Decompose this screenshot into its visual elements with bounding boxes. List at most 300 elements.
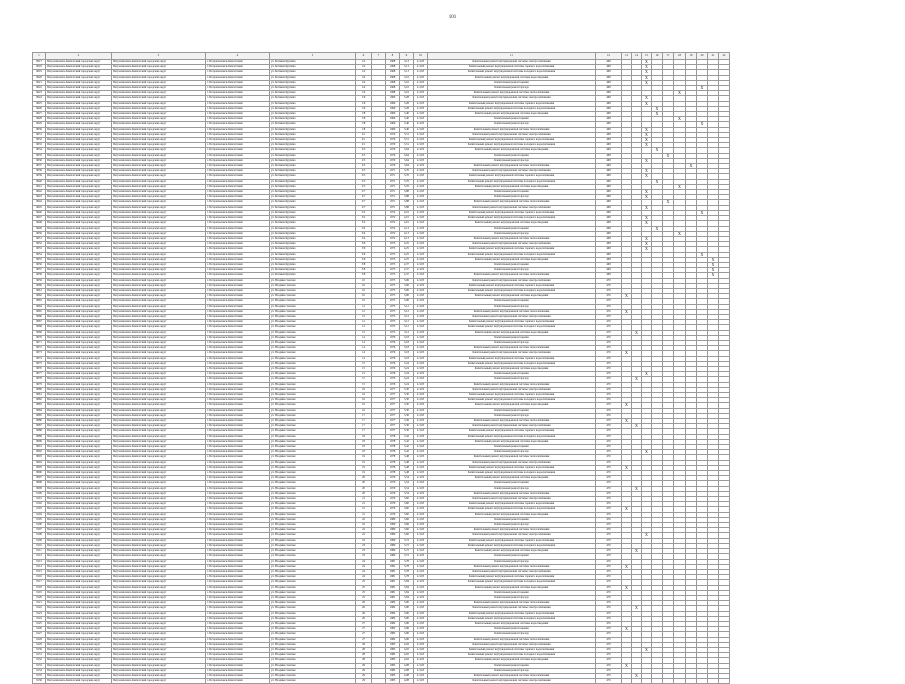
- row-work-type: Капитальный ремонт крыши: [428, 517, 596, 522]
- row-street: ул. Владивостокская: [270, 580, 356, 585]
- row-id: 9071: [33, 340, 46, 345]
- row-year: 1982: [386, 632, 400, 637]
- row-ref: 468: [596, 169, 622, 174]
- row-capacity: 2-3,05: [414, 606, 428, 611]
- row-id: 9067: [33, 320, 46, 325]
- row-street: ул. Владивостокская: [270, 647, 356, 652]
- row-area: 3,54: [400, 476, 414, 481]
- row-district: Петропавловск-Камчатский городской округ: [46, 148, 112, 153]
- row-house: 21: [356, 507, 372, 512]
- row-house: 16: [356, 398, 372, 403]
- row-house: 12: [356, 314, 372, 319]
- row-street: ул. Владивостокская: [270, 288, 356, 293]
- row-id: 9022: [33, 86, 46, 91]
- row-year: 1982: [386, 637, 400, 642]
- row-house: 27: [356, 637, 372, 642]
- row-street: ул. Владивостокская: [270, 569, 356, 574]
- row-year-mark-col-13: X: [622, 419, 632, 424]
- row-work-type: Капитальный ремонт внутридомовой системы водоотведения: [428, 184, 596, 189]
- row-id: 9037: [33, 164, 46, 169]
- row-locality: г. Петропавловск-Камчатский: [206, 663, 270, 668]
- row-locality: г. Петропавловск-Камчатский: [206, 455, 270, 460]
- row-year: 1973: [386, 273, 400, 278]
- row-house: 12: [356, 309, 372, 314]
- row-id: 9068: [33, 325, 46, 330]
- row-ref: 470: [596, 627, 622, 632]
- row-area: 3,16: [400, 86, 414, 91]
- row-ref: 470: [596, 403, 622, 408]
- row-district: Петропавловск-Камчатский городской округ: [46, 533, 112, 538]
- row-capacity: 2-3,05: [414, 455, 428, 460]
- row-work-type: Капитальный ремонт внутридомовой системы холодного водоснабжения: [428, 471, 596, 476]
- row-district: Петропавловск-Камчатский городской округ: [46, 554, 112, 559]
- row-street: ул. Ботвина Курчина: [270, 86, 356, 91]
- row-capacity: 2-3,05: [414, 288, 428, 293]
- row-municipality: Петропавловск-Камчатский городской округ: [112, 96, 206, 101]
- row-municipality: Петропавловск-Камчатский городской округ: [112, 309, 206, 314]
- row-year: 1975: [386, 294, 400, 299]
- row-locality: г. Петропавловск-Камчатский: [206, 601, 270, 606]
- row-area: 3,28: [400, 96, 414, 101]
- row-locality: г. Петропавловск-Камчатский: [206, 127, 270, 132]
- row-capacity: 2-3,05: [414, 112, 428, 117]
- row-house: 16: [356, 387, 372, 392]
- row-year-mark-col-15: X: [642, 533, 652, 538]
- row-municipality: Петропавловск-Камчатский городской округ: [112, 101, 206, 106]
- row-district: Петропавловск-Камчатский городской округ: [46, 112, 112, 117]
- row-id: 9112: [33, 554, 46, 559]
- row-district: Петропавловск-Камчатский городской округ: [46, 387, 112, 392]
- row-id: 9054: [33, 252, 46, 257]
- row-house: 1/2: [356, 65, 372, 70]
- row-id: 9020: [33, 75, 46, 80]
- row-work-type: Капитальный ремонт фасада: [428, 523, 596, 528]
- row-street: ул. Владивостокская: [270, 450, 356, 455]
- row-district: Петропавловск-Камчатский городской округ: [46, 169, 112, 174]
- row-work-type: Капитальный ремонт внутридомовой системы горячего водоснабжения: [428, 393, 596, 398]
- row-capacity: 2-3,05: [414, 65, 428, 70]
- row-work-type: Капитальный ремонт внутридомовой системы холодного водоснабжения: [428, 616, 596, 621]
- row-area: 3,30: [400, 393, 414, 398]
- row-area: 3,16: [400, 91, 414, 96]
- row-district: Петропавловск-Камчатский городской округ: [46, 621, 112, 626]
- row-municipality: Петропавловск-Камчатский городской округ: [112, 117, 206, 122]
- row-street: ул. Владивостокская: [270, 429, 356, 434]
- row-id: 9051: [33, 236, 46, 241]
- column-header-2: 2: [46, 53, 112, 60]
- row-area: 3,36: [400, 413, 414, 418]
- row-capacity: 2-3,05: [414, 465, 428, 470]
- row-area: 4,08: [400, 673, 414, 678]
- row-capacity: 2-3,05: [414, 424, 428, 429]
- row-street: ул. Ботвина Курчина: [270, 184, 356, 189]
- row-year-mark-col-13: X: [622, 585, 632, 590]
- row-ref: 470: [596, 564, 622, 569]
- row-municipality: Петропавловск-Камчатский городской округ: [112, 585, 206, 590]
- row-year-mark-col-15: X: [642, 132, 652, 137]
- row-id: 9117: [33, 580, 46, 585]
- row-house: 2/1: [356, 143, 372, 148]
- row-locality: г. Петропавловск-Камчатский: [206, 158, 270, 163]
- row-locality: г. Петропавловск-Камчатский: [206, 247, 270, 252]
- row-ref: 468: [596, 221, 622, 226]
- row-locality: г. Петропавловск-Камчатский: [206, 216, 270, 221]
- row-capacity: 2-3,05: [414, 226, 428, 231]
- row-district: Петропавловск-Камчатский городской округ: [46, 538, 112, 543]
- row-year: 1983: [386, 647, 400, 652]
- row-capacity: 2-3,05: [414, 575, 428, 580]
- row-municipality: Петропавловск-Камчатский городской округ: [112, 450, 206, 455]
- row-capacity: 2-3,05: [414, 476, 428, 481]
- row-work-type: Капитальный ремонт крыши: [428, 408, 596, 413]
- row-ref: 468: [596, 153, 622, 158]
- row-year-mark-col-17: X: [663, 200, 674, 205]
- row-district: Петропавловск-Камчатский городской округ: [46, 236, 112, 241]
- row-work-type: Капитальный ремонт внутридомовой системы теплоснабжения: [428, 164, 596, 169]
- row-district: Петропавловск-Камчатский городской округ: [46, 158, 112, 163]
- row-capacity: 2-3,05: [414, 91, 428, 96]
- row-municipality: Петропавловск-Камчатский городской округ: [112, 595, 206, 600]
- row-id: 9025: [33, 101, 46, 106]
- row-ref: 470: [596, 595, 622, 600]
- row-municipality: Петропавловск-Камчатский городской округ: [112, 158, 206, 163]
- row-locality: г. Петропавловск-Камчатский: [206, 668, 270, 673]
- row-capacity: 2-3,05: [414, 445, 428, 450]
- row-capacity: 2-3,05: [414, 231, 428, 236]
- row-year: 1980: [386, 523, 400, 528]
- row-area: 4,01: [400, 210, 414, 215]
- row-house: 2/1: [356, 132, 372, 137]
- row-district: Петропавловск-Камчатский городской округ: [46, 471, 112, 476]
- row-municipality: Петропавловск-Камчатский городской округ: [112, 377, 206, 382]
- row-work-type: Капитальный ремонт внутридомовой системы водоотведения: [428, 658, 596, 663]
- row-district: Петропавловск-Камчатский городской округ: [46, 184, 112, 189]
- row-district: Петропавловск-Камчатский городской округ: [46, 642, 112, 647]
- row-district: Петропавловск-Камчатский городской округ: [46, 627, 112, 632]
- row-id: 9121: [33, 601, 46, 606]
- row-locality: г. Петропавловск-Камчатский: [206, 434, 270, 439]
- row-street: ул. Ботвина Курчина: [270, 143, 356, 148]
- row-ref: 470: [596, 575, 622, 580]
- row-district: Петропавловск-Камчатский городской округ: [46, 455, 112, 460]
- row-year: 1977: [386, 419, 400, 424]
- row-locality: г. Петропавловск-Камчатский: [206, 283, 270, 288]
- row-house: 3/2: [356, 210, 372, 215]
- row-year-mark-col-21: X: [708, 262, 719, 267]
- row-district: Петропавловск-Камчатский городской округ: [46, 101, 112, 106]
- row-street: ул. Владивостокская: [270, 335, 356, 340]
- row-area: 3,36: [400, 429, 414, 434]
- row-municipality: Петропавловск-Камчатский городской округ: [112, 75, 206, 80]
- row-house: 12: [356, 325, 372, 330]
- row-municipality: Петропавловск-Камчатский городской округ: [112, 455, 206, 460]
- row-municipality: Петропавловск-Камчатский городской округ: [112, 127, 206, 132]
- row-district: Петропавловск-Камчатский городской округ: [46, 356, 112, 361]
- row-area: 3,54: [400, 491, 414, 496]
- column-header-7: 7: [372, 53, 386, 60]
- row-house: 20: [356, 481, 372, 486]
- row-locality: г. Петропавловск-Камчатский: [206, 517, 270, 522]
- row-year-mark-col-15: X: [642, 60, 652, 65]
- row-municipality: Петропавловск-Камчатский городской округ: [112, 658, 206, 663]
- row-locality: г. Петропавловск-Камчатский: [206, 465, 270, 470]
- row-ref: 470: [596, 486, 622, 491]
- row-district: Петропавловск-Камчатский городской округ: [46, 647, 112, 652]
- row-work-type: Капитальный ремонт внутридомовой системы холодного водоснабжения: [428, 653, 596, 658]
- row-year: 1982: [386, 606, 400, 611]
- row-year-mark-col-18: X: [674, 117, 686, 122]
- row-id: 9062: [33, 294, 46, 299]
- row-district: Петропавловск-Камчатский городской округ: [46, 486, 112, 491]
- row-street: ул. Владивостокская: [270, 382, 356, 387]
- row-district: Петропавловск-Камчатский городской округ: [46, 616, 112, 621]
- row-municipality: Петропавловск-Камчатский городской округ: [112, 668, 206, 673]
- row-municipality: Петропавловск-Камчатский городской округ: [112, 91, 206, 96]
- row-ref: 468: [596, 122, 622, 127]
- row-year-mark-col-18: [674, 679, 686, 684]
- row-area: 4,25: [400, 252, 414, 257]
- row-district: Петропавловск-Камчатский городской округ: [46, 481, 112, 486]
- row-district: Петропавловск-Камчатский городской округ: [46, 491, 112, 496]
- row-municipality: Петропавловск-Камчатский городской округ: [112, 486, 206, 491]
- row-work-type: Капитальный ремонт внутридомовой системы водоотведения: [428, 366, 596, 371]
- row-district: Петропавловск-Камчатский городской округ: [46, 320, 112, 325]
- row-work-type: Капитальный ремонт фасада: [428, 268, 596, 273]
- row-house: 19: [356, 471, 372, 476]
- column-header-18: 18: [674, 53, 686, 60]
- row-district: Петропавловск-Камчатский городской округ: [46, 429, 112, 434]
- row-street: ул. Ботвина Курчина: [270, 75, 356, 80]
- row-id: 9041: [33, 184, 46, 189]
- row-id: 9092: [33, 450, 46, 455]
- row-locality: г. Петропавловск-Камчатский: [206, 60, 270, 65]
- row-ref: 468: [596, 112, 622, 117]
- row-locality: г. Петропавловск-Камчатский: [206, 606, 270, 611]
- row-municipality: Петропавловск-Камчатский городской округ: [112, 460, 206, 465]
- row-house: 2/5: [356, 174, 372, 179]
- row-municipality: Петропавловск-Камчатский городской округ: [112, 387, 206, 392]
- row-street: ул. Владивостокская: [270, 356, 356, 361]
- row-district: Петропавловск-Камчатский городской округ: [46, 445, 112, 450]
- row-id: 9075: [33, 361, 46, 366]
- row-house: 3/2: [356, 221, 372, 226]
- row-ref: 470: [596, 309, 622, 314]
- row-year: 1979: [386, 491, 400, 496]
- row-district: Петропавловск-Камчатский городской округ: [46, 653, 112, 658]
- row-locality: г. Петропавловск-Камчатский: [206, 398, 270, 403]
- row-district: Петропавловск-Камчатский городской округ: [46, 252, 112, 257]
- row-street: ул. Владивостокская: [270, 575, 356, 580]
- row-area: 3,24: [400, 361, 414, 366]
- row-district: Петропавловск-Камчатский городской округ: [46, 283, 112, 288]
- row-district: Петропавловск-Камчатский городской округ: [46, 60, 112, 65]
- row-year: 1975: [386, 330, 400, 335]
- row-locality: г. Петропавловск-Камчатский: [206, 543, 270, 548]
- row-area: 3,36: [400, 424, 414, 429]
- row-municipality: Петропавловск-Камчатский городской округ: [112, 653, 206, 658]
- row-work-type: Капитальный ремонт крыши: [428, 554, 596, 559]
- row-street: ул. Владивостокская: [270, 642, 356, 647]
- row-work-type: Капитальный ремонт внутридомовой системы электроснабжения: [428, 278, 596, 283]
- row-street: ул. Владивостокская: [270, 408, 356, 413]
- row-area: 3,78: [400, 569, 414, 574]
- row-year: 1977: [386, 408, 400, 413]
- row-id: 9046: [33, 210, 46, 215]
- row-house: 15: [356, 366, 372, 371]
- row-locality: г. Петропавловск-Камчатский: [206, 304, 270, 309]
- row-work-type: Капитальный ремонт внутридомовой системы горячего водоснабжения: [428, 575, 596, 580]
- row-locality: г. Петропавловск-Камчатский: [206, 429, 270, 434]
- row-locality: г. Петропавловск-Камчатский: [206, 153, 270, 158]
- row-locality: г. Петропавловск-Камчатский: [206, 257, 270, 262]
- row-work-type: Капитальный ремонт внутридомовой системы горячего водоснабжения: [428, 465, 596, 470]
- row-capacity: 2-3,05: [414, 320, 428, 325]
- row-area: 3,12: [400, 304, 414, 309]
- row-id: 9110: [33, 543, 46, 548]
- row-municipality: Петропавловск-Камчатский городской округ: [112, 143, 206, 148]
- row-ref: 470: [596, 549, 622, 554]
- row-work-type: Капитальный ремонт внутридомовой системы холодного водоснабжения: [428, 361, 596, 366]
- row-year: 1975: [386, 278, 400, 283]
- row-work-type: Капитальный ремонт внутридомовой системы теплоснабжения: [428, 601, 596, 606]
- row-locality: г. Петропавловск-Камчатский: [206, 637, 270, 642]
- row-year: 1978: [386, 465, 400, 470]
- row-ref: 468: [596, 65, 622, 70]
- row-capacity: 2-3,05: [414, 210, 428, 215]
- row-id: 9118: [33, 585, 46, 590]
- row-ref: 468: [596, 158, 622, 163]
- row-work-type: Капитальный ремонт внутридомовой системы холодного водоснабжения: [428, 216, 596, 221]
- row-street: ул. Владивостокская: [270, 627, 356, 632]
- row-id: 9038: [33, 169, 46, 174]
- row-capacity: 2-3,05: [414, 413, 428, 418]
- row-id: 9122: [33, 606, 46, 611]
- row-year-mark-col-13: X: [622, 309, 632, 314]
- row-id: 9076: [33, 366, 46, 371]
- row-area: 3,42: [400, 450, 414, 455]
- row-year: 1978: [386, 471, 400, 476]
- row-year-mark-col-15: X: [642, 101, 652, 106]
- row-year-mark-col-15: X: [642, 221, 652, 226]
- row-house: 27: [356, 627, 372, 632]
- row-district: Петропавловск-Камчатский городской округ: [46, 278, 112, 283]
- row-house: 2/3: [356, 153, 372, 158]
- row-area: 4,08: [400, 668, 414, 673]
- row-ref: 468: [596, 80, 622, 85]
- row-street: ул. Ботвина Курчина: [270, 247, 356, 252]
- row-year: 1981: [386, 580, 400, 585]
- row-municipality: Петропавловск-Камчатский городской округ: [112, 512, 206, 517]
- row-work-type: Капитальный ремонт внутридомовой системы электроснабжения: [428, 387, 596, 392]
- row-district: Петропавловск-Камчатский городской округ: [46, 658, 112, 663]
- row-year: 1972: [386, 216, 400, 221]
- row-year: 1983: [386, 642, 400, 647]
- row-area: 4,25: [400, 257, 414, 262]
- row-street: ул. Ботвина Курчина: [270, 179, 356, 184]
- row-capacity: 2-3,05: [414, 190, 428, 195]
- row-street: ул. Ботвина Курчина: [270, 210, 356, 215]
- column-header-9: 9: [400, 53, 414, 60]
- row-house: 2/3: [356, 148, 372, 153]
- row-work-type: Капитальный ремонт фасада: [428, 304, 596, 309]
- row-municipality: Петропавловск-Камчатский городской округ: [112, 184, 206, 189]
- row-work-type: Капитальный ремонт крыши: [428, 117, 596, 122]
- row-ref: 468: [596, 216, 622, 221]
- row-id: 9109: [33, 538, 46, 543]
- row-municipality: Петропавловск-Камчатский городской округ: [112, 226, 206, 231]
- row-year: 1969: [386, 122, 400, 127]
- row-street: ул. Ботвина Курчина: [270, 216, 356, 221]
- row-area: 3,51: [400, 143, 414, 148]
- row-municipality: Петропавловск-Камчатский городской округ: [112, 86, 206, 91]
- row-house: 2/5: [356, 184, 372, 189]
- row-id: 9124: [33, 616, 46, 621]
- row-id: 9021: [33, 80, 46, 85]
- row-ref: 468: [596, 200, 622, 205]
- row-capacity: 2-3,05: [414, 299, 428, 304]
- row-house: 15: [356, 372, 372, 377]
- row-area: 3,24: [400, 382, 414, 387]
- row-capacity: 2-3,05: [414, 595, 428, 600]
- row-district: Петропавловск-Камчатский городской округ: [46, 309, 112, 314]
- row-id: 9107: [33, 528, 46, 533]
- row-area: 3,30: [400, 398, 414, 403]
- row-id: 9111: [33, 549, 46, 554]
- row-work-type: Капитальный ремонт внутридомовой системы водоотведения: [428, 112, 596, 117]
- row-ref: 470: [596, 408, 622, 413]
- row-district: Петропавловск-Камчатский городской округ: [46, 106, 112, 111]
- row-year: 1982: [386, 601, 400, 606]
- row-work-type: Капитальный ремонт внутридомовой системы холодного водоснабжения: [428, 252, 596, 257]
- row-area: 3,24: [400, 366, 414, 371]
- row-year-mark-col-15: X: [642, 647, 652, 652]
- row-street: ул. Ботвина Курчина: [270, 153, 356, 158]
- row-capacity: 2-3,05: [414, 497, 428, 502]
- row-street: ул. Владивостокская: [270, 632, 356, 637]
- row-ref: 470: [596, 637, 622, 642]
- row-capacity: 2-3,05: [414, 372, 428, 377]
- row-municipality: Петропавловск-Камчатский городской округ: [112, 393, 206, 398]
- row-house: 27: [356, 621, 372, 626]
- row-year-mark-col-15: X: [642, 70, 652, 75]
- row-locality: г. Петропавловск-Камчатский: [206, 471, 270, 476]
- column-header-21: 21: [708, 53, 719, 60]
- row-street: ул. Ботвина Курчина: [270, 101, 356, 106]
- row-work-type: Капитальный ремонт внутридомовой системы электроснабжения: [428, 132, 596, 137]
- row-locality: г. Петропавловск-Камчатский: [206, 122, 270, 127]
- row-area: 3,88: [400, 195, 414, 200]
- row-year: 1979: [386, 502, 400, 507]
- row-capacity: 2-3,05: [414, 569, 428, 574]
- row-house: 3/4: [356, 226, 372, 231]
- row-municipality: Петропавловск-Камчатский городской округ: [112, 262, 206, 267]
- row-locality: г. Петропавловск-Камчатский: [206, 491, 270, 496]
- row-area: 3,64: [400, 153, 414, 158]
- row-locality: г. Петропавловск-Камчатский: [206, 387, 270, 392]
- row-locality: г. Петропавловск-Камчатский: [206, 372, 270, 377]
- row-municipality: Петропавловск-Камчатский городской округ: [112, 335, 206, 340]
- row-locality: г. Петропавловск-Камчатский: [206, 653, 270, 658]
- row-district: Петропавловск-Камчатский городской округ: [46, 117, 112, 122]
- row-ref: 470: [596, 299, 622, 304]
- row-year: 1971: [386, 184, 400, 189]
- row-year: 1977: [386, 387, 400, 392]
- row-house: 17: [356, 424, 372, 429]
- row-house: 21: [356, 497, 372, 502]
- row-municipality: Петропавловск-Камчатский городской округ: [112, 205, 206, 210]
- row-capacity: 2-3,05: [414, 346, 428, 351]
- row-street: ул. Ботвина Курчина: [270, 91, 356, 96]
